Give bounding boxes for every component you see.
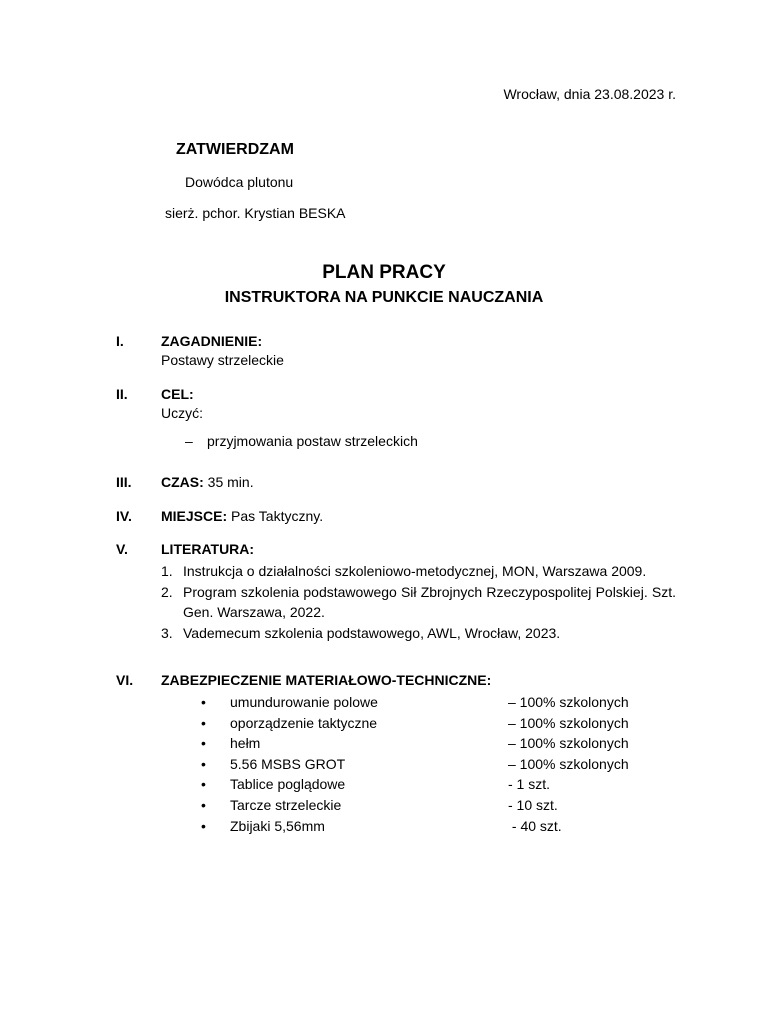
materials-quantity: - 10 szt. (508, 796, 558, 813)
materials-quantity: – 100% szkolonych (508, 735, 629, 752)
literature-item-number: 1. (161, 563, 173, 579)
section-4-value: Pas Taktyczny. (231, 508, 324, 524)
literature-item (161, 582, 676, 623)
section-2-text: Uczyć: (161, 405, 203, 421)
materials-item: Tarcze strzeleckie (230, 796, 342, 813)
materials-row (201, 692, 661, 713)
materials-row (201, 816, 661, 837)
section-6-number: VI. (116, 672, 134, 688)
materials-item: oporządzenie taktyczne (230, 714, 378, 731)
bullet-icon: • (201, 735, 206, 752)
section-2-number: II. (116, 386, 128, 402)
literature-item (161, 623, 676, 644)
document-subtitle: INSTRUKTORA NA PUNKCIE NAUCZANIA (224, 289, 544, 306)
section-3-value: 35 min. (207, 474, 254, 490)
section-2-heading: CEL: (161, 386, 194, 402)
bullet-icon: • (201, 714, 206, 731)
dash-marker: – (185, 433, 193, 449)
materials-item: hełm (230, 735, 261, 752)
section-5-heading: LITERATURA: (161, 541, 255, 557)
literature-list (161, 561, 676, 643)
materials-row (201, 774, 661, 795)
bullet-icon: • (201, 817, 206, 834)
materials-quantity: - 1 szt. (508, 776, 551, 793)
section-3-heading (161, 474, 254, 490)
materials-item: umundurowanie polowe (230, 694, 378, 710)
materials-list (201, 692, 661, 836)
materials-row (201, 733, 661, 754)
literature-item-text: Program szkolenia podstawowego Sił Zbrojnych Rzeczypospolitej Polskiej. Szt. Gen. Warszawa, 2022. (183, 583, 676, 620)
section-3-label: CZAS: (161, 474, 204, 490)
materials-item: 5.56 MSBS GROT (230, 755, 346, 772)
materials-row (201, 795, 661, 816)
materials-quantity: – 100% szkolonych (508, 755, 629, 772)
materials-quantity: – 100% szkolonych (508, 694, 629, 710)
approval-name: sierż. pchor. Krystian BESKA (165, 205, 346, 221)
section-1-heading: ZAGADNIENIE: (161, 333, 263, 349)
section-5-number: V. (116, 541, 128, 557)
literature-item-number: 2. (161, 583, 173, 600)
document-title: PLAN PRACY (322, 262, 446, 283)
literature-item-number: 3. (161, 624, 173, 641)
section-6-heading: ZABEZPIECZENIE MATERIAŁOWO-TECHNICZNE: (161, 672, 492, 688)
bullet-icon: • (201, 755, 206, 772)
section-1-number: I. (116, 333, 124, 349)
materials-item: Tablice poglądowe (230, 776, 346, 793)
section-2-item-text: przyjmowania postaw strzeleckich (207, 433, 418, 449)
section-1-text: Postawy strzeleckie (161, 352, 284, 368)
section-3-number: III. (116, 474, 132, 490)
materials-row (201, 754, 661, 775)
literature-item-text: Instrukcja o działalności szkoleniowo-metodycznej, MON, Warszawa 2009. (183, 563, 647, 579)
materials-quantity: – 100% szkolonych (508, 714, 629, 731)
approval-heading: ZATWIERDZAM (176, 141, 294, 158)
bullet-icon: • (201, 796, 206, 813)
place-date: Wrocław, dnia 23.08.2023 r. (503, 86, 676, 102)
bullet-icon: • (201, 694, 206, 710)
section-4-label: MIEJSCE: (161, 508, 228, 524)
materials-quantity: - 40 szt. (508, 817, 562, 834)
approval-role: Dowódca plutonu (185, 174, 294, 190)
materials-row (201, 713, 661, 734)
section-2-dash-item (185, 433, 418, 449)
section-4-heading (161, 508, 323, 524)
materials-item: Zbijaki 5,56mm (230, 817, 325, 834)
bullet-icon: • (201, 776, 206, 793)
literature-item (161, 561, 676, 582)
literature-item-text: Vademecum szkolenia podstawowego, AWL, Wrocław, 2023. (183, 624, 561, 641)
section-4-number: IV. (116, 508, 132, 524)
